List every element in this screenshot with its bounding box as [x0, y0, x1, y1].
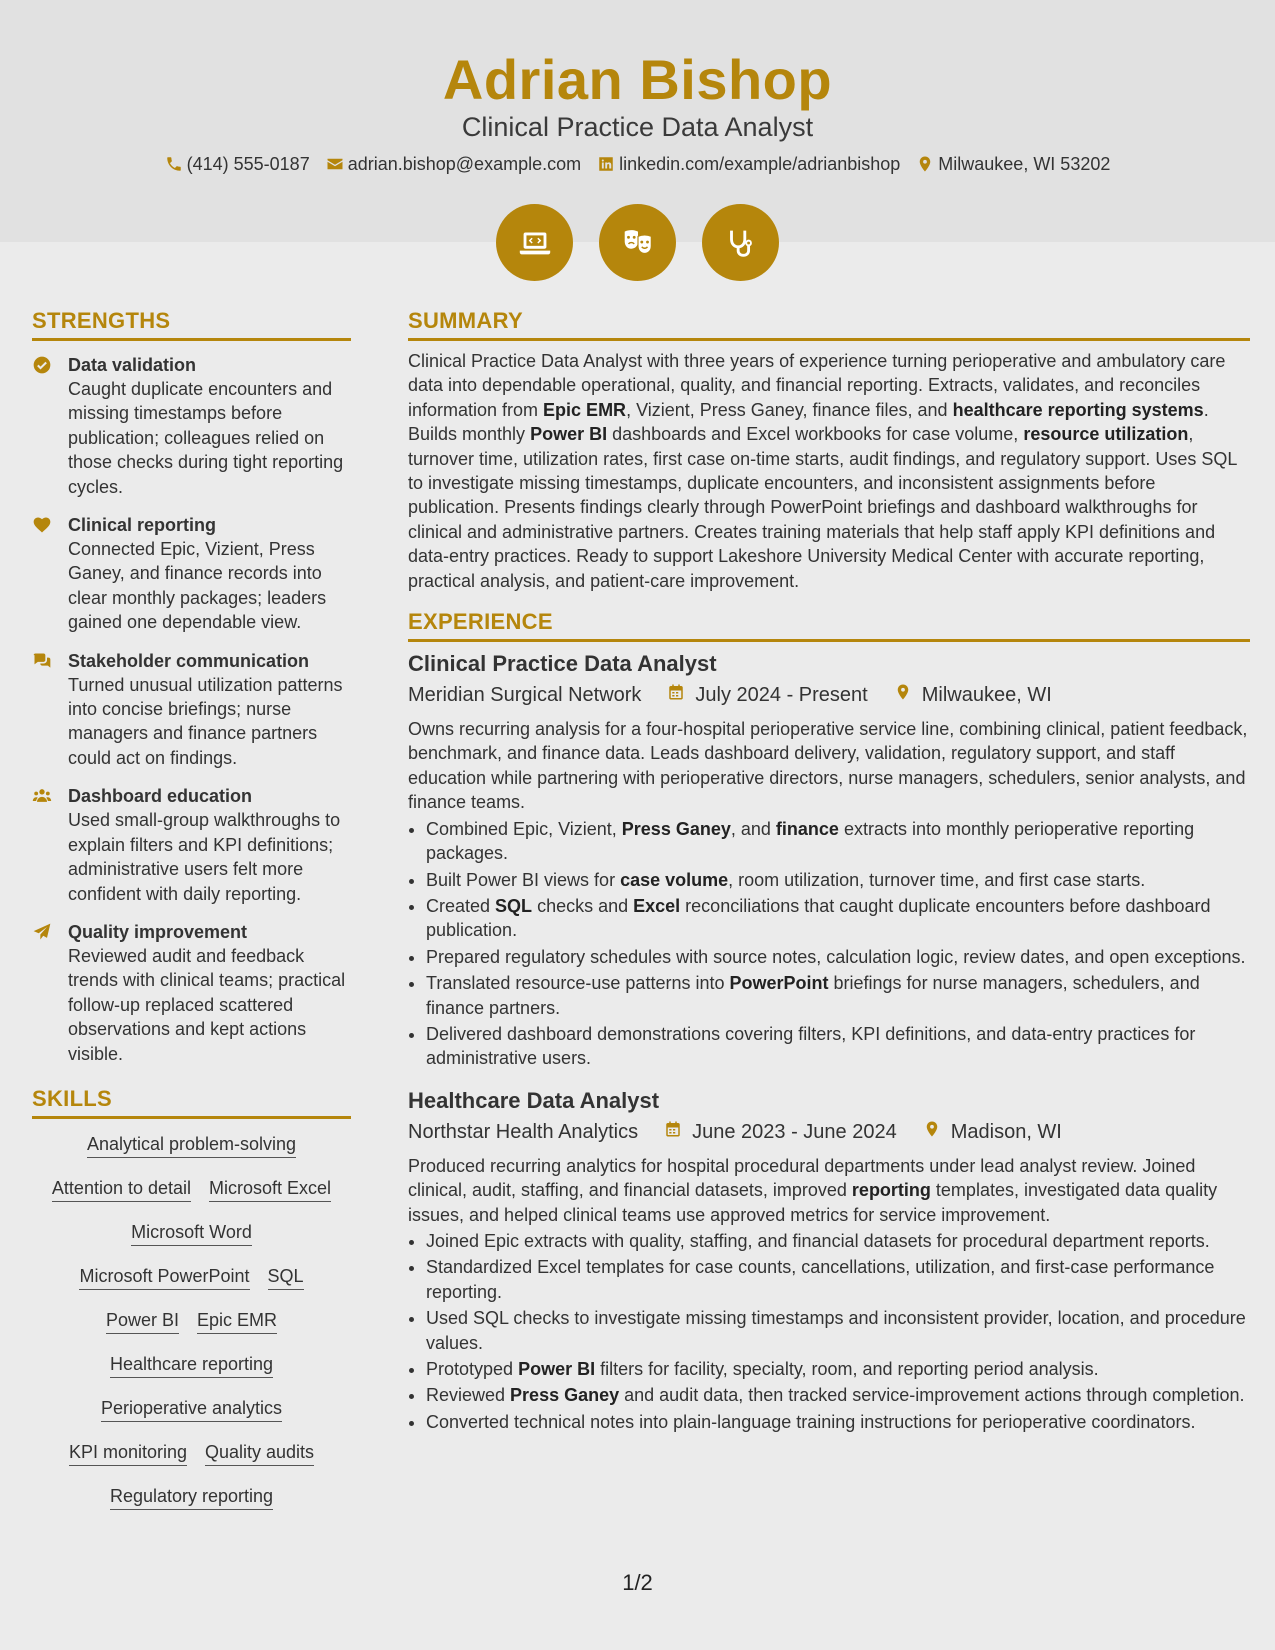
linkedin-text: linkedin.com/example/adrianbishop	[619, 154, 901, 174]
skills-list	[32, 1133, 351, 1510]
skill-tag: Quality audits	[205, 1441, 314, 1466]
job-title: Clinical Practice Data Analyst	[408, 651, 717, 677]
envelope-icon	[326, 155, 344, 173]
job-dates: July 2024 - Present	[695, 684, 868, 707]
company-name: Meridian Surgical Network	[408, 684, 642, 707]
skill-tag: Microsoft Word	[131, 1221, 252, 1246]
skills-heading: SKILLS	[32, 1086, 351, 1119]
list-item: • Prototyped Power BI filters for facility, specialty, room, and reporting period analysis.	[426, 1357, 1250, 1381]
job-title: Healthcare Data Analyst	[408, 1087, 660, 1113]
strength-title: Quality improvement	[68, 921, 248, 942]
list-item: • Used SQL checks to investigate missing timestamps and inconsistent provider, location, and procedure values.	[426, 1306, 1250, 1355]
email-text: adrian.bishop@example.com	[347, 154, 582, 174]
job-dates: June 2023 - June 2024	[692, 1120, 897, 1143]
skill-row	[32, 1221, 351, 1246]
page-number: 1/2	[622, 1570, 653, 1595]
contact-email[interactable]	[326, 152, 581, 176]
contact-location	[916, 152, 1110, 176]
strengths-heading: STRENGTHS	[32, 308, 351, 341]
strength-title: Data validation	[68, 355, 197, 375]
users-icon	[32, 784, 56, 906]
map-marker-icon	[916, 155, 934, 173]
resume-header	[0, 0, 1275, 242]
job-location: Milwaukee, WI	[921, 684, 1052, 707]
strength-title: Stakeholder communication	[68, 650, 310, 671]
company-name: Northstar Health Analytics	[408, 1120, 639, 1143]
summary-text: Clinical Practice Data Analyst with three years of experience turning perioperative and ambulatory care data into dependable operational, quality, and financial reporting. Extracts, validates, and reconciles information from Epic EMR, Vizient, Press Ganey, finance files, and healthcare reporting systems. Builds monthly Power BI dashboards and Excel workbooks for case volume, resource utilization, turnover time, utilization rates, first case on-time starts, audit findings, and regulatory support. Uses SQL to investigate missing timestamps, duplicate encounters, and inconsistent assignments before publication. Presents findings clearly through PowerPoint briefings and dashboard walkthroughs for clinical and administrative partners. Creates training materials that help staff apply KPI definitions and data-entry practices. Ready to support Lakeshore University Medical Center with accurate reporting, practical analysis, and patient-care improvement.	[408, 351, 1237, 591]
skill-tag: SQL	[268, 1265, 304, 1290]
list-item: • Reviewed Press Ganey and audit data, then tracked service-improvement actions through completion.	[426, 1383, 1250, 1407]
skill-tag: Microsoft Excel	[209, 1177, 331, 1202]
job-description: Owns recurring analysis for a four-hospital perioperative service line, combining clinical, patient feedback, benchmark, and finance data. Leads dashboard delivery, validation, regulatory support, and staff education while partnering with perioperative directors, nurse managers, schedulers, senior analysts, and finance teams.	[408, 719, 1248, 813]
job-meta	[408, 1119, 1250, 1145]
strength-item	[32, 920, 351, 1066]
strengths-list	[32, 353, 351, 1066]
skill-tag: Power BI	[106, 1309, 179, 1334]
strength-title: Clinical reporting	[68, 515, 217, 536]
skill-tag: Perioperative analytics	[101, 1397, 282, 1422]
list-item: • Created SQL checks and Excel reconciliations that caught duplicate encounters before dashboard publication.	[426, 894, 1250, 943]
strength-item	[32, 353, 351, 499]
linkedin-icon	[597, 155, 615, 173]
strength-item	[32, 649, 351, 771]
phone-text: (414) 555-0187	[186, 154, 310, 174]
skill-tag: Attention to detail	[52, 1177, 191, 1202]
map-marker-icon	[923, 1119, 941, 1145]
list-item: • Built Power BI views for case volume, room utilization, turnover time, and first case starts.	[426, 868, 1250, 892]
job-description: Produced recurring analytics for hospital procedural departments under lead analyst review. Joined clinical, audit, staffing, and financial datasets, improved reporting templates, investigated data quality issues, and helped clinical teams use approved metrics for service improvement.	[408, 1155, 1218, 1225]
strength-description: Reviewed audit and feedback trends with clinical teams; practical follow-up replaced scattered observations and kept actions visible.	[68, 945, 346, 1064]
list-item: • Joined Epic extracts with quality, staffing, and financial datasets for procedural department reports.	[426, 1229, 1250, 1253]
skill-row	[32, 1353, 351, 1378]
skill-row	[32, 1133, 351, 1158]
job-bullets	[408, 817, 1250, 1071]
skill-tag: Epic EMR	[197, 1309, 277, 1334]
calendar-icon	[664, 1119, 682, 1145]
list-item: • Combined Epic, Vizient, Press Ganey, and finance extracts into monthly perioperative reporting packages.	[426, 817, 1250, 866]
comments-icon	[32, 649, 56, 771]
experience-heading: EXPERIENCE	[408, 609, 1250, 642]
contact-bar	[0, 152, 1275, 176]
laptop-code-icon	[496, 204, 573, 281]
skill-row	[32, 1177, 351, 1202]
strength-description: Turned unusual utilization patterns into concise briefings; nurse managers and finance partners could act on findings.	[68, 674, 343, 768]
strength-description: Connected Epic, Vizient, Press Ganey, and finance records into clear monthly packages; leaders gained one dependable view.	[68, 539, 327, 633]
paper-plane-icon	[32, 920, 56, 1066]
candidate-role: Clinical Practice Data Analyst	[461, 112, 814, 142]
skill-tag: KPI monitoring	[69, 1441, 187, 1466]
right-column	[408, 308, 1250, 1436]
check-circle-icon	[32, 353, 56, 499]
job-entry	[408, 650, 1250, 1071]
summary-heading: SUMMARY	[408, 308, 1250, 341]
strength-title: Dashboard education	[68, 786, 253, 807]
job-location: Madison, WI	[950, 1120, 1062, 1143]
calendar-icon	[667, 682, 685, 708]
strength-description: Used small-group walkthroughs to explain filters and KPI definitions; administrative users felt more confident with daily reporting.	[68, 810, 341, 904]
map-marker-icon	[894, 682, 912, 708]
stethoscope-icon	[702, 204, 779, 281]
skill-row	[32, 1485, 351, 1510]
list-item: • Delivered dashboard demonstrations covering filters, KPI definitions, and data-entry practices for administrative users.	[426, 1022, 1250, 1071]
skill-row	[32, 1441, 351, 1466]
job-bullets	[408, 1229, 1250, 1434]
strength-item	[32, 784, 351, 906]
skill-tag: Regulatory reporting	[110, 1485, 273, 1510]
job-entry	[408, 1087, 1250, 1434]
contact-linkedin[interactable]	[597, 152, 900, 176]
skill-tag: Healthcare reporting	[110, 1353, 273, 1378]
skill-tag: Microsoft PowerPoint	[79, 1265, 249, 1290]
experience-list	[408, 650, 1250, 1434]
heart-icon	[32, 513, 56, 635]
job-meta	[408, 682, 1250, 708]
skill-row	[32, 1397, 351, 1422]
list-item: • Translated resource-use patterns into PowerPoint briefings for nurse managers, schedulers, and finance partners.	[426, 971, 1250, 1020]
list-item: • Standardized Excel templates for case counts, cancellations, utilization, and first-case performance reporting.	[426, 1255, 1250, 1304]
skill-row	[32, 1309, 351, 1334]
badge-icons	[0, 204, 1275, 281]
phone-icon	[165, 155, 183, 173]
theater-masks-icon	[599, 204, 676, 281]
list-item: • Converted technical notes into plain-language training instructions for perioperative coordinators.	[426, 1410, 1250, 1434]
candidate-name: Adrian Bishop	[442, 48, 833, 111]
skill-tag: Analytical problem-solving	[87, 1133, 296, 1158]
strength-description: Caught duplicate encounters and missing timestamps before publication; colleagues relied on those checks during tight reporting cycles.	[68, 379, 344, 497]
skill-row	[32, 1265, 351, 1290]
strength-item	[32, 513, 351, 635]
contact-phone[interactable]	[165, 152, 310, 176]
list-item: • Prepared regulatory schedules with source notes, calculation logic, review dates, and open exceptions.	[426, 945, 1250, 969]
location-text: Milwaukee, WI 53202	[938, 154, 1111, 174]
left-column	[32, 308, 351, 1529]
